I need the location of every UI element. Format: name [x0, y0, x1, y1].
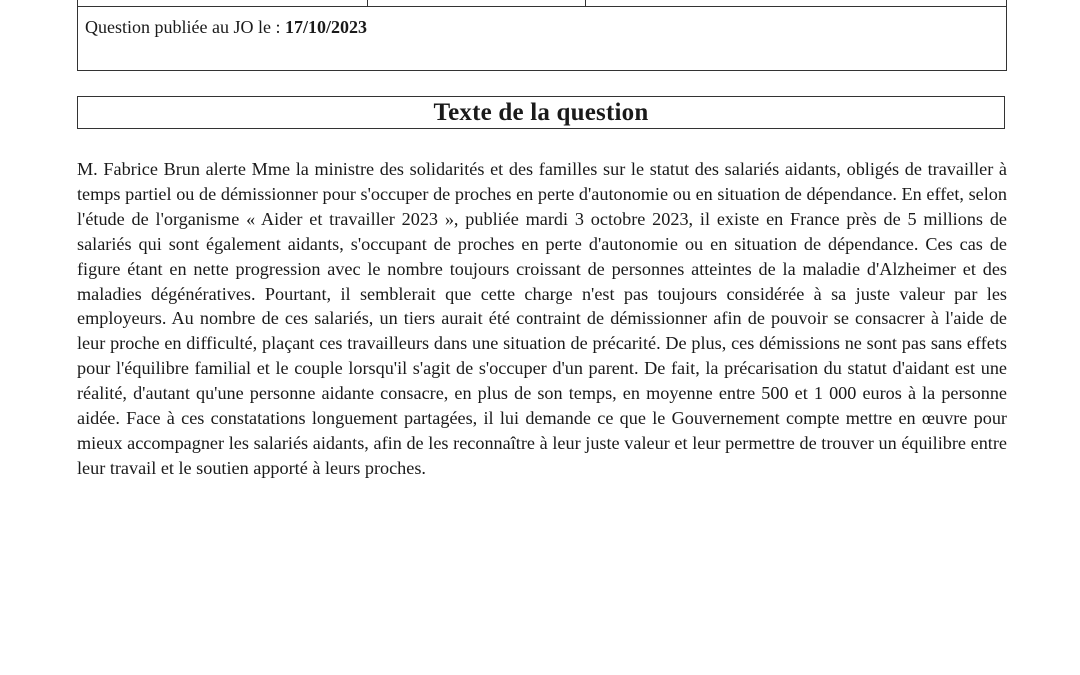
publication-line	[85, 16, 367, 38]
section-title: Texte de la question	[433, 99, 649, 126]
section-header-box	[77, 96, 1005, 129]
publication-info-box	[77, 6, 1007, 71]
publication-label: Question publiée au JO le :	[85, 17, 281, 37]
question-text: M. Fabrice Brun alerte Mme la ministre des solidarités et des familles sur le statut des salariés aidants, obligés de travailler à temps partiel ou de démissionner pour s'occuper de proches en perte d'autonomie ou en situation de dépendance. En effet, selon l'étude de l'organisme « Aider et travailler 2023 », publiée mardi 3 octobre 2023, il existe en France près de 5 millions de salariés qui sont également aidants, s'occupant de proches en perte d'autonomie ou en situation de dépendance. Ces cas de figure étant en nette progression avec le nombre toujours croissant de personnes atteintes de la maladie d'Alzheimer et des maladies dégénératives. Pourtant, il semblerait que cette charge n'est pas toujours considérée à sa juste valeur par les employeurs. Au nombre de ces salariés, un tiers aurait été contraint de démissionner afin de pouvoir se consacrer à l'aide de leur proche en difficulté, plaçant ces travailleurs dans une situation de précarité. De plus, ces démissions ne sont pas sans effets pour l'équilibre familial et le couple lorsqu'il s'agit de s'occuper d'un parent. De fait, la précarisation du statut d'aidant est une réalité, d'autant qu'une personne aidante consacre, en plus de son temps, en moyenne entre 500 et 1 000 euros à la personne aidée. Face à ces constatations longuement partagées, il lui demande ce que le Gouvernement compte mettre en œuvre pour mieux accompagner les salariés aidants, afin de les reconnaître à leur juste valeur et leur permettre de trouver un équilibre entre leur travail et le soutien apporté à leurs proches.	[77, 159, 1007, 478]
publication-date: 17/10/2023	[284, 17, 367, 37]
